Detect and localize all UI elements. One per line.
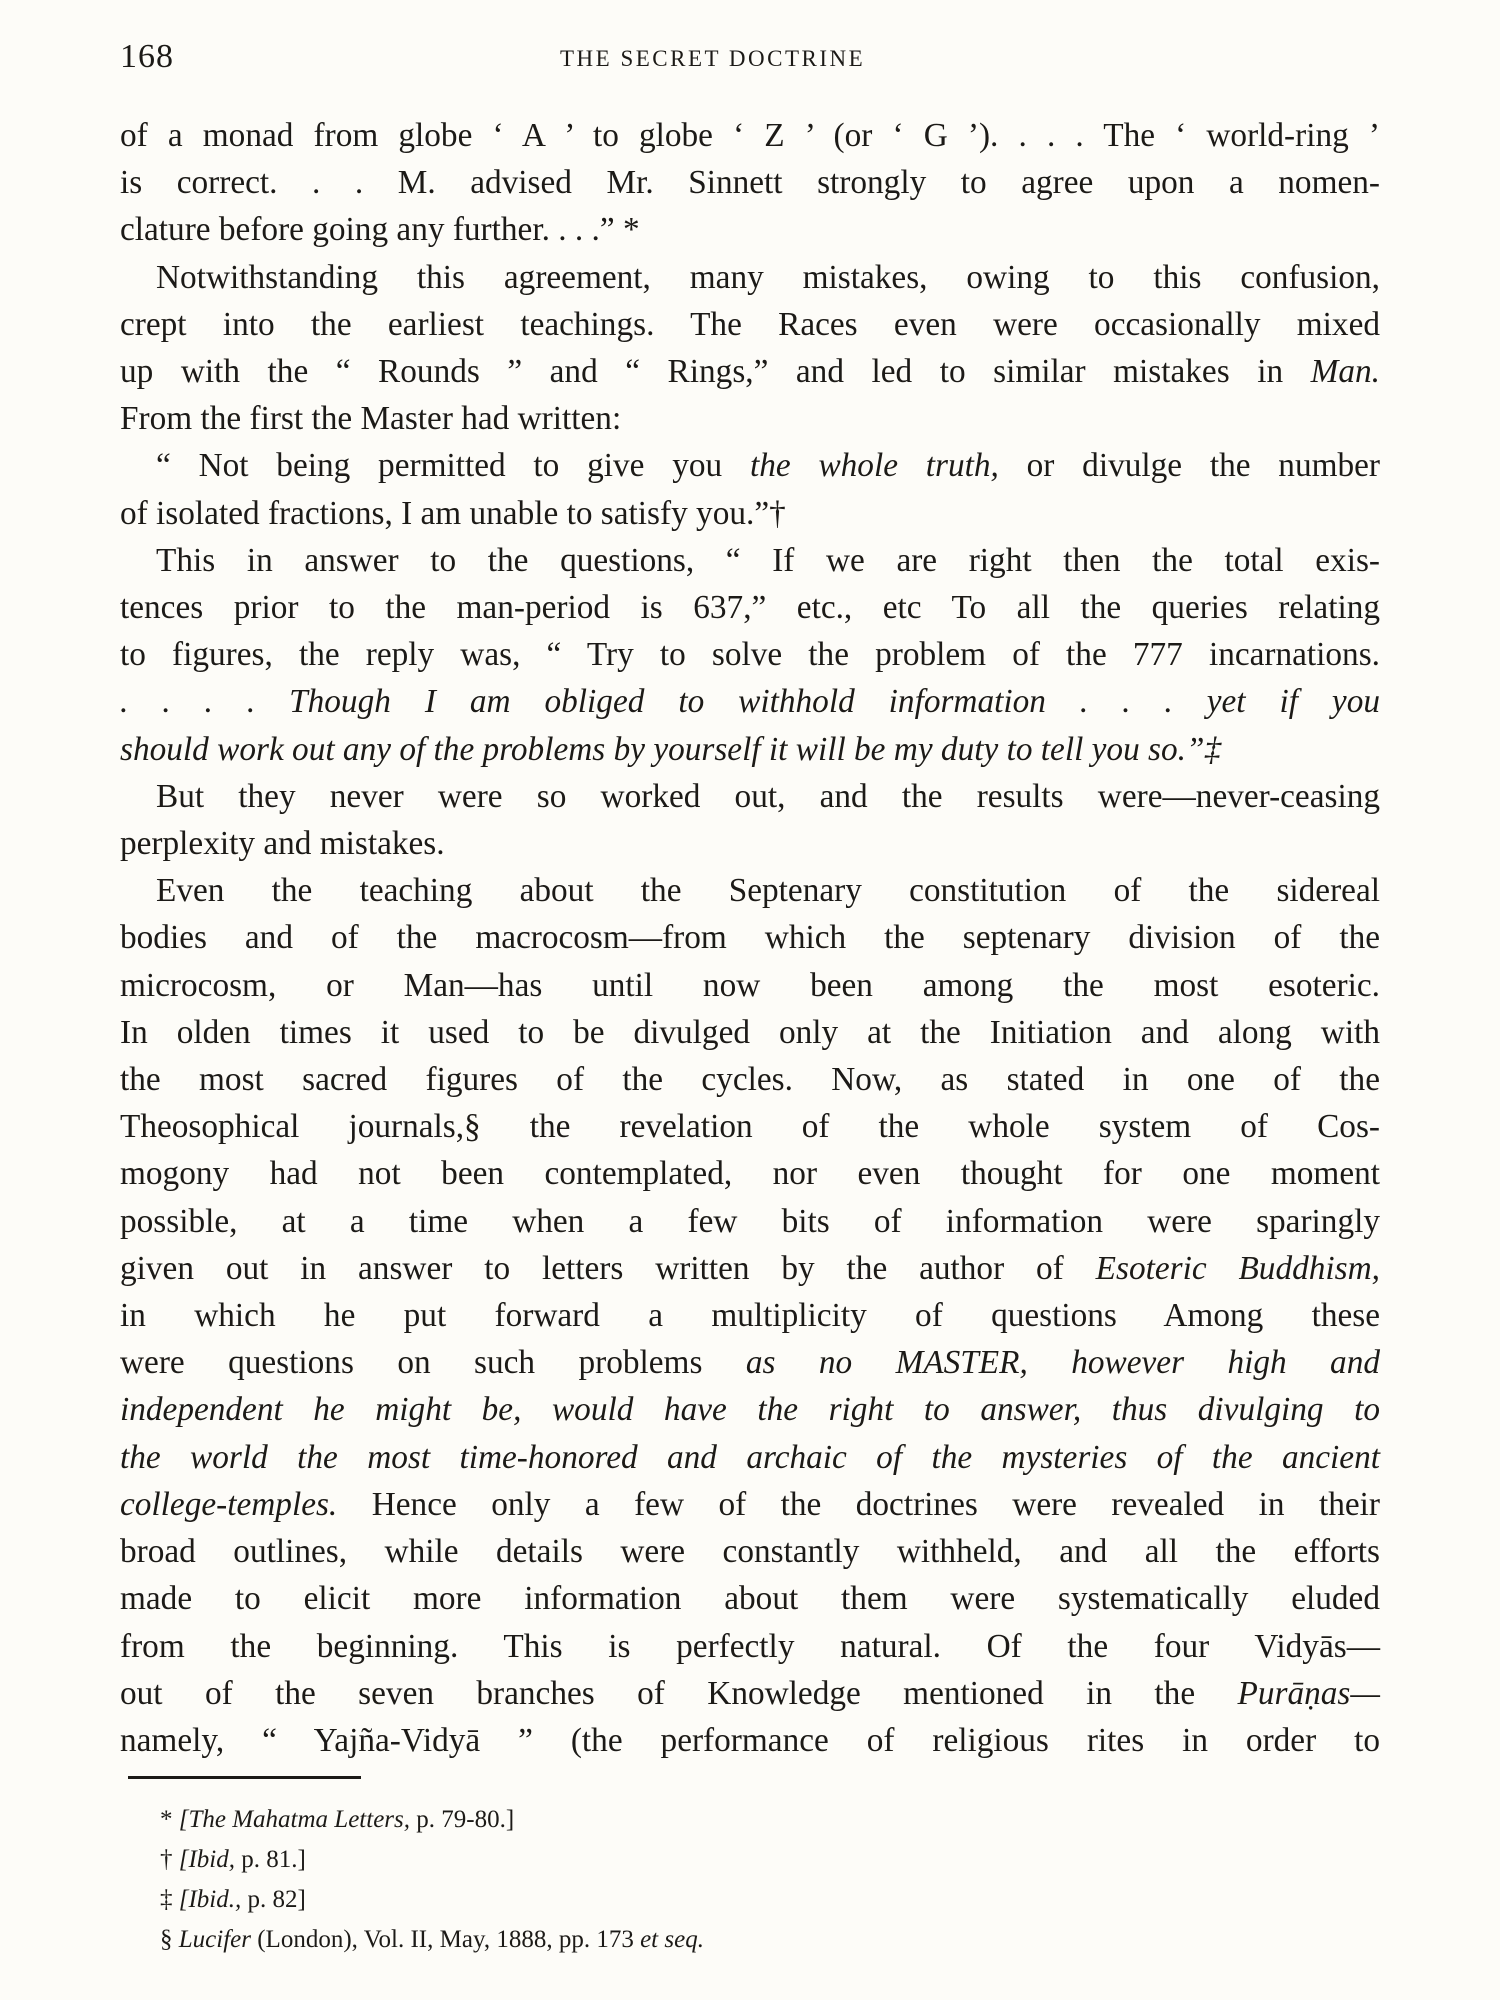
text-line: from the beginning. This is perfectly natural. Of the four Vidyās— [120, 1627, 1380, 1665]
text-line: in which he put forward a multiplicity of questions Among these [120, 1297, 1380, 1335]
text-line: should work out any of the problems by yourself it will be my duty to tell you so.”‡ [120, 730, 1222, 768]
text-line: mogony had not been contemplated, nor even thought for one moment [120, 1155, 1380, 1193]
italic-text: Purāṇas— [1237, 1674, 1380, 1712]
italic-text: college-temples. [120, 1485, 338, 1523]
text-line: given out in answer to letters written by the author of Esoteric Buddhism, [120, 1249, 1380, 1287]
footnote-mark: * [160, 1806, 173, 1833]
text-line: crept into the earliest teachings. The Races even were occasionally mixed [120, 305, 1380, 343]
page-number: 168 [120, 38, 174, 75]
text-line: namely, “ Yajña-Vidyā ” (the performance of religious rites in order to [120, 1721, 1380, 1759]
text-line: In olden times it used to be divulged only at the Initiation and along with [120, 1013, 1380, 1051]
text-line: possible, at a time when a few bits of information were sparingly [120, 1202, 1380, 1240]
footnote-mark: § [160, 1926, 173, 1953]
text-line: clature before going any further. . . .” * [120, 211, 640, 249]
text-line: to figures, the reply was, “ Try to solve the problem of the 777 incarnations. [120, 636, 1380, 674]
text-line: broad outlines, while details were constantly withheld, and all the efforts [120, 1533, 1380, 1571]
text-line: out of the seven branches of Knowledge mentioned in the Purāṇas— [120, 1674, 1380, 1712]
italic-text: Esoteric Buddhism, [1095, 1249, 1380, 1287]
page-header [120, 38, 1380, 88]
text-line: of a monad from globe ‘ A ’ to globe ‘ Z ’ (or ‘ G ’). . . . The ‘ world-ring ’ [120, 117, 1380, 154]
footnote-3: ‡ [Ibid., p. 82] [160, 1886, 306, 1913]
text-line: Theosophical journals,§ the revelation of the whole system of Cos- [120, 1108, 1380, 1146]
footnote-mark: ‡ [160, 1886, 173, 1913]
text-line: college-temples. Hence only a few of the doctrines were revealed in their [120, 1485, 1380, 1523]
italic-text: the whole truth, [749, 447, 999, 485]
footnote-mark: † [160, 1846, 173, 1873]
text-line: From the first the Master had written: [120, 400, 622, 438]
text-line: But they never were so worked out, and the results were—never-ceasing [156, 777, 1380, 815]
footnote-1: * [The Mahatma Letters, p. 79-80.] [160, 1806, 515, 1833]
text-line: independent he might be, would have the right to answer, thus divulging to [120, 1391, 1380, 1429]
text-line: Notwithstanding this agreement, many mistakes, owing to this confusion, [156, 258, 1380, 296]
italic-text: Man. [1310, 353, 1380, 391]
text-line: up with the “ Rounds ” and “ Rings,” and led to similar mistakes in Man. [120, 353, 1380, 391]
text-line: the most sacred figures of the cycles. Now, as stated in one of the [120, 1061, 1380, 1099]
text-line: “ Not being permitted to give you the whole truth, or divulge the number [156, 447, 1381, 485]
text-line: . . . . Though I am obliged to withhold information . . . yet if you [120, 683, 1380, 721]
italic-text: as no MASTER, however high and [745, 1344, 1380, 1382]
text-line: microcosm, or Man—has until now been among the most esoteric. [120, 966, 1380, 1004]
text-line: This in answer to the questions, “ If we are right then the total exis- [156, 541, 1380, 579]
text-line: bodies and of the macrocosm—from which the septenary division of the [120, 919, 1380, 957]
text-line: the world the most time-honored and archaic of the mysteries of the ancient [120, 1438, 1380, 1476]
footnote-4: § Lucifer (London), Vol. II, May, 1888, pp. 173 et seq. [160, 1926, 704, 1953]
text-line: is correct. . . M. advised Mr. Sinnett strongly to agree upon a nomen- [120, 164, 1380, 202]
text-line: perplexity and mistakes. [120, 825, 445, 863]
body-text [120, 112, 1380, 1764]
text-line: were questions on such problems as no MASTER, however high and [120, 1344, 1380, 1382]
footnotes [160, 1800, 704, 1960]
running-title: THE SECRET DOCTRINE [560, 46, 866, 71]
text-line: Even the teaching about the Septenary constitution of the sidereal [156, 872, 1380, 910]
footnote-divider [128, 1776, 361, 1779]
text-line: made to elicit more information about them were systematically eluded [120, 1580, 1380, 1618]
text-line: of isolated fractions, I am unable to satisfy you.”† [120, 494, 786, 532]
text-line: tences prior to the man-period is 637,” etc., etc To all the queries relating [120, 589, 1380, 627]
footnote-2: † [Ibid, p. 81.] [160, 1846, 306, 1873]
